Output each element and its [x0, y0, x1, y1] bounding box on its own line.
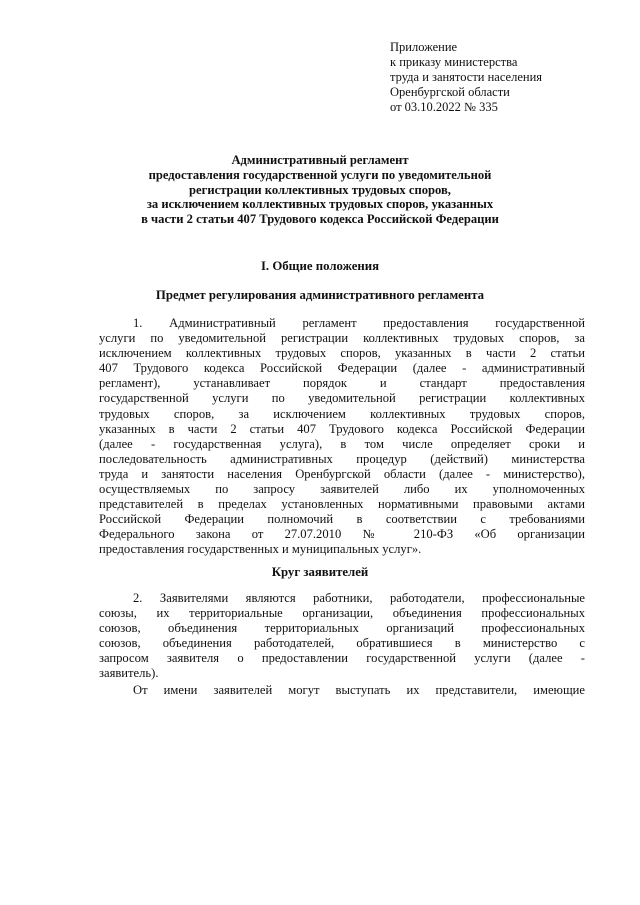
paragraph-line: союзов, объединения работодателей, обратившиеся в министерство с	[99, 636, 585, 651]
paragraph-line: труда и занятости населения Оренбургской области (далее - министерство),	[99, 466, 585, 481]
paragraph-line: союзы, их территориальные организации, объединения профессиональных	[99, 606, 585, 621]
paragraph-line: представителей в пределах установленных нормативными правовыми актами	[99, 497, 585, 512]
section-general-heading: I. Общие положения	[260, 259, 380, 273]
section-applicants-heading: Круг заявителей	[271, 565, 369, 579]
paragraph-line: трудовых споров, за исключением коллективных трудовых споров,	[99, 406, 585, 421]
paragraph-line: последовательность административных процедур (действий) министерства	[99, 451, 585, 466]
appendix-line: к приказу министерства	[390, 55, 518, 69]
paragraph-line: запросом заявителя о предоставлении государственной услуги (далее -	[99, 651, 585, 666]
section-subject-heading: Предмет регулирования административного регламента	[155, 288, 485, 302]
title-line: предоставления государственной услуги по уведомительной	[148, 167, 492, 182]
document-title	[70, 153, 570, 227]
paragraph-line: государственной услуги по уведомительной регистрации коллективных	[99, 391, 585, 406]
appendix-block	[390, 40, 542, 115]
title-line: регистрации коллективных трудовых споров,	[189, 182, 451, 197]
paragraph-3	[99, 683, 585, 698]
paragraph-line: предоставления государственных и муниципальных услуг».	[99, 542, 422, 557]
title-line: в части 2 статьи 407 Трудового кодекса Российской Федерации	[141, 212, 499, 227]
paragraph-line: От имени заявителей могут выступать их представители, имеющие	[133, 683, 585, 697]
paragraph-1	[99, 316, 585, 558]
paragraph-line: союзов, объединения территориальных организаций профессиональных	[99, 621, 585, 636]
paragraph-line: услуги по уведомительной регистрации коллективных трудовых споров, за	[99, 331, 585, 346]
paragraph-line: осуществляемых по запросу заявителей либо их уполномоченных	[99, 482, 585, 497]
paragraph-line: Российской Федерации полномочий в соответствии с требованиями	[99, 512, 585, 527]
title-line: Административный регламент	[231, 153, 409, 167]
title-line: за исключением коллективных трудовых споров, указанных	[146, 197, 494, 212]
paragraph-line: указанных в части 2 статьи 407 Трудового кодекса Российской Федерации	[99, 421, 585, 436]
paragraph-line: исключением коллективных трудовых споров, указанных в части 2 статьи	[99, 346, 585, 361]
paragraph-2	[99, 591, 585, 682]
paragraph-line: (далее - государственная услуга), в том числе определяет сроки и	[99, 436, 585, 451]
paragraph-line: регламент), устанавливает порядок и стандарт предоставления	[99, 376, 585, 391]
paragraph-line: 1. Административный регламент предоставления государственной	[133, 316, 585, 330]
paragraph-line: Федерального закона от 27.07.2010 № 210-ФЗ «Об организации	[99, 527, 585, 542]
appendix-line: труда и занятости населения	[390, 70, 543, 84]
appendix-line: Приложение	[390, 40, 458, 54]
appendix-line: Оренбургской области	[390, 85, 510, 99]
paragraph-line: заявитель).	[99, 666, 159, 681]
paragraph-line: 2. Заявителями являются работники, работодатели, профессиональные	[133, 591, 585, 605]
paragraph-line: 407 Трудового кодекса Российской Федерации (далее - административный	[99, 361, 585, 376]
appendix-line: от 03.10.2022 № 335	[390, 100, 498, 114]
